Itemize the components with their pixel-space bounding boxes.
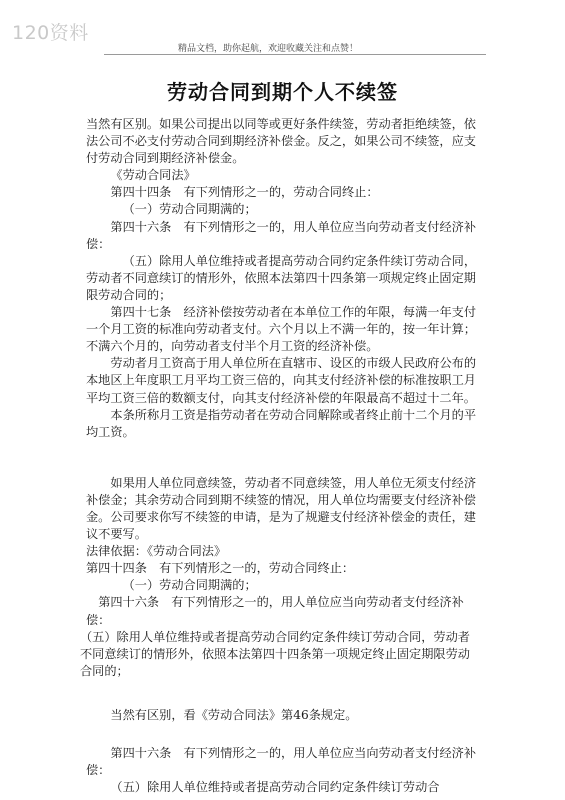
document-title: 劳动合同到期个人不续签 xyxy=(167,80,398,104)
paragraph: 第四十七条 经济补偿按劳动者在本单位工作的年限，每满一年支付一个月工资的标准向劳动者支付。六个月以上不满一年的，按一年计算；不满六个月的，向劳动者支付半个月工资的经济补偿。 xyxy=(86,305,477,354)
spacer xyxy=(86,680,480,707)
paragraph: 本条所称月工资是指劳动者在劳动合同解除或者终止前十二个月的平均工资。 xyxy=(86,407,477,439)
paragraph: 当然有区别。如果公司提出以同等或更好条件续签，劳动者拒绝续签，依法公司不必支付劳动合同到期经济补偿金。反之，如果公司不续签，应支付劳动合同到期经济补偿金。 xyxy=(86,117,476,166)
paragraph: 《劳动合同法》 xyxy=(110,168,196,183)
paragraph: （五）除用人单位维持或者提高劳动合同约定条件续订劳动合同，劳动者不同意续订的情形外，依照本法第四十四条第一项规定终止固定期限劳动合同的； xyxy=(86,253,477,302)
spacer xyxy=(86,441,480,475)
spacer xyxy=(86,724,480,745)
paragraph: 第四十六条 有下列情形之一的，用人单位应当向劳动者支付经济补偿： xyxy=(86,595,464,627)
paragraph: 法律依据：《劳动合同法》 xyxy=(86,544,227,559)
paragraph: （五）除用人单位维持或者提高劳动合同约定条件续订劳动合 xyxy=(110,780,440,795)
paragraph: 第四十四条 有下列情形之一的，劳动合同终止： xyxy=(86,561,355,576)
paragraph: （一）劳动合同期满的； xyxy=(122,202,257,217)
header-divider xyxy=(104,54,486,55)
paragraph: 第四十六条 有下列情形之一的，用人单位应当向劳动者支付经济补偿： xyxy=(86,746,477,778)
document-body xyxy=(80,116,480,796)
paragraph: （一）劳动合同期满的； xyxy=(122,578,257,593)
header-slogan: 精品文档，助你起航，欢迎收藏关注和点赞！ xyxy=(178,44,359,54)
paragraph: 如果用人单位同意续签，劳动者不同意续签，用人单位无须支付经济补偿金；其余劳动合同到期不续签的情况，用人单位均需要支付经济补偿金。公司要求你写不续签的申请，是为了规避支付经济补偿金的责任，建议不要写。 xyxy=(86,475,477,542)
paragraph: 劳动者月工资高于用人单位所在直辖市、设区的市级人民政府公布的本地区上年度职工月平均工资三倍的，向其支付经济补偿的标准按职工月平均工资三倍的数额支付，向其支付经济补偿的年限最高不超过十二年。 xyxy=(86,356,477,405)
site-logo: 120资料 xyxy=(12,22,89,44)
paragraph: 第四十四条 有下列情形之一的，劳动合同终止： xyxy=(110,185,379,200)
paragraph: 当然有区别，看《劳动合同法》第46条规定。 xyxy=(110,707,358,722)
paragraph: 第四十六条 有下列情形之一的，用人单位应当向劳动者支付经济补偿： xyxy=(86,219,477,251)
paragraph: （五）除用人单位维持或者提高劳动合同约定条件续订劳动合同，劳动者不同意续订的情形外，依照本法第四十四条第一项规定终止固定期限劳动合同的； xyxy=(80,629,470,678)
